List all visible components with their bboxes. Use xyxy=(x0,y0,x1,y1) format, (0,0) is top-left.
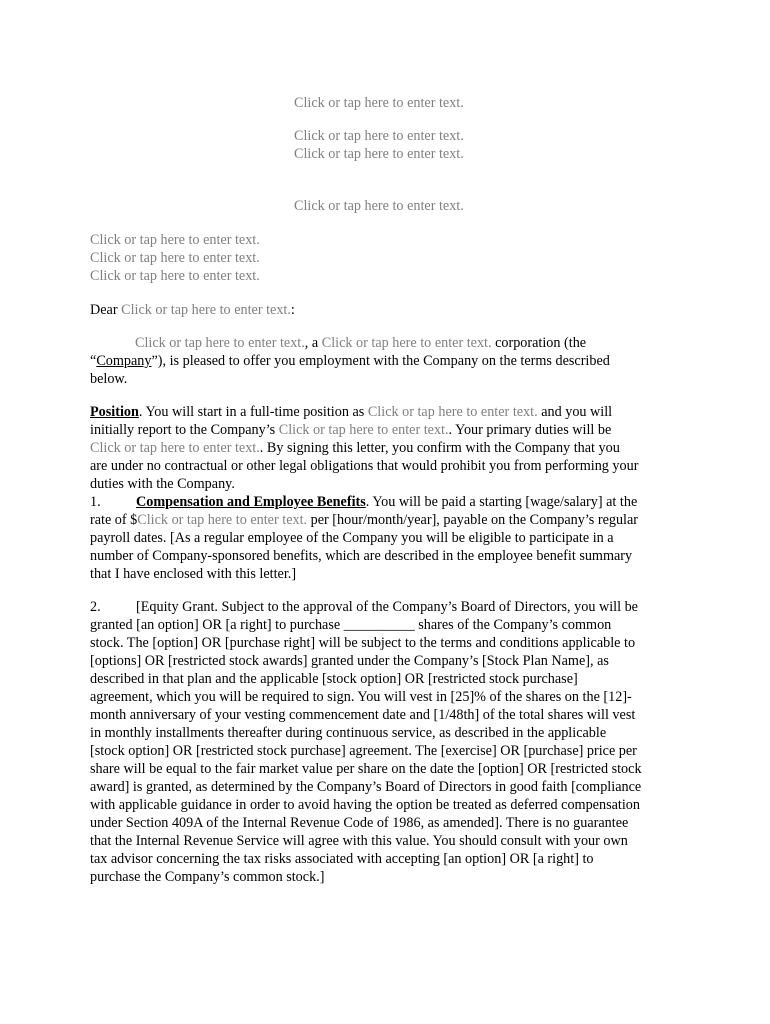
position-line-5: duties with the Company. xyxy=(90,476,235,492)
company-name-field[interactable]: Click or tap here to enter text. xyxy=(294,128,464,144)
equity-line: granted [an option] OR [a right] to purchase __________ shares of the Company’s common xyxy=(90,617,612,633)
equity-line: [stock option] OR [restricted stock purchase] agreement. The [exercise] OR [purchase] price per xyxy=(90,743,637,759)
equity-line: stock. The [option] OR [purchase right] will be subject to the terms and conditions applicable to xyxy=(90,635,636,651)
salutation-name-field[interactable]: Click or tap here to enter text. xyxy=(121,302,291,318)
recipient-name-field[interactable]: Click or tap here to enter text. xyxy=(90,232,260,248)
company-contact-field[interactable]: Click or tap here to enter text. xyxy=(294,198,464,214)
equity-line-1 xyxy=(90,598,690,616)
equity-line-text: [Equity Grant. Subject to the approval of the Company’s Board of Directors, you will be xyxy=(136,599,638,615)
recipient-address-field[interactable]: Click or tap here to enter text. xyxy=(90,250,260,266)
equity-line: described in that plan and the applicable [stock option] OR [restricted stock purchase] xyxy=(90,671,578,687)
intro-company-field[interactable]: Click or tap here to enter text. xyxy=(135,335,305,351)
intro-line-1 xyxy=(90,334,690,352)
compensation-line-4: number of Company-sponsored benefits, which are described in the employee benefit summary xyxy=(90,548,633,564)
position-line-2 xyxy=(90,421,690,439)
position-line-3 xyxy=(90,439,690,457)
equity-line: purchase the Company’s common stock.] xyxy=(90,869,325,885)
compensation-l2-start: rate of $ xyxy=(90,512,138,528)
intro-state-field[interactable]: Click or tap here to enter text. xyxy=(321,335,492,351)
duties-field[interactable]: Click or tap here to enter text. xyxy=(90,440,260,456)
position-l1-start: . You will start in a full-time position as xyxy=(138,404,368,420)
compensation-line-5: that I have enclosed with this letter.] xyxy=(90,566,297,582)
equity-line: month anniversary of your vesting commencement date and [1/48th] of the total shares will vest xyxy=(90,707,636,723)
equity-line: tax advisor concerning the tax risks associated with accepting [an option] OR [a right] to xyxy=(90,851,594,867)
position-l2-end: . Your primary duties will be xyxy=(448,422,612,438)
recipient-city-field[interactable]: Click or tap here to enter text. xyxy=(90,268,260,284)
intro-line2-rest: ”), is pleased to offer you employment with the Company on the terms described xyxy=(151,353,610,369)
position-title-field[interactable]: Click or tap here to enter text. xyxy=(367,404,538,420)
position-l1-end: and you will xyxy=(537,404,613,420)
equity-line: with applicable guidance in order to avoid having the option be treated as deferred compensation xyxy=(90,797,640,813)
compensation-l2-end: per [hour/month/year], payable on the Company’s regular xyxy=(307,512,639,528)
compensation-line-3: payroll dates. [As a regular employee of the Company you will be eligible to participate in a xyxy=(90,530,614,546)
open-quote: “ xyxy=(90,353,97,369)
manager-field[interactable]: Click or tap here to enter text. xyxy=(278,422,449,438)
position-paragraph xyxy=(90,403,690,493)
position-line-4: are under no contractual or other legal obligations that would prohibit you from performing your xyxy=(90,458,639,474)
date-field[interactable]: Click or tap here to enter text. xyxy=(294,95,464,111)
compensation-number: 1. xyxy=(90,494,101,510)
equity-line: agreement, which you will be required to sign. You will vest in [25]% of the shares on the [12]- xyxy=(90,689,632,705)
intro-paragraph xyxy=(90,334,690,388)
position-l3-end: . By signing this letter, you confirm with the Company that you xyxy=(259,440,620,456)
company-defined-term: Company xyxy=(96,353,152,369)
equity-line: that the Internal Revenue Service will agree with this value. You should consult with your own xyxy=(90,833,628,849)
salutation xyxy=(90,301,295,319)
equity-line: in monthly installments thereafter during continuous service, as described in the applicable xyxy=(90,725,607,741)
equity-number: 2. xyxy=(90,599,101,615)
intro-sep: , a xyxy=(304,335,322,351)
equity-line: [options] OR [restricted stock awards] granted under the Company’s [Stock Plan Name], as xyxy=(90,653,609,669)
position-line-1 xyxy=(90,403,690,421)
compensation-l1-rest: . You will be paid a starting [wage/salary] at the xyxy=(365,494,638,510)
dear-label: Dear xyxy=(90,302,122,318)
salutation-colon: : xyxy=(290,302,295,318)
position-l2-start: initially report to the Company’s xyxy=(90,422,279,438)
equity-line: award] is granted, as determined by the Company’s Board of Directors in good faith [compliance xyxy=(90,779,642,795)
intro-line-3: below. xyxy=(90,371,128,387)
intro-line-2 xyxy=(90,352,690,370)
intro-line1-end: corporation (the xyxy=(491,335,587,351)
compensation-line-1 xyxy=(90,493,690,511)
company-address-field[interactable]: Click or tap here to enter text. xyxy=(294,146,464,162)
compensation-paragraph xyxy=(90,493,690,583)
equity-paragraph xyxy=(90,598,690,886)
salary-amount-field[interactable]: Click or tap here to enter text. xyxy=(137,512,308,528)
equity-line: share will be equal to the fair market value per share on the date the [option] OR [restricted stock xyxy=(90,761,642,777)
compensation-heading: Compensation and Employee Benefits xyxy=(136,494,366,510)
equity-line: under Section 409A of the Internal Revenue Code of 1986, as amended]. There is no guarantee xyxy=(90,815,629,831)
position-heading: Position xyxy=(90,404,139,420)
compensation-line-2 xyxy=(90,511,690,529)
